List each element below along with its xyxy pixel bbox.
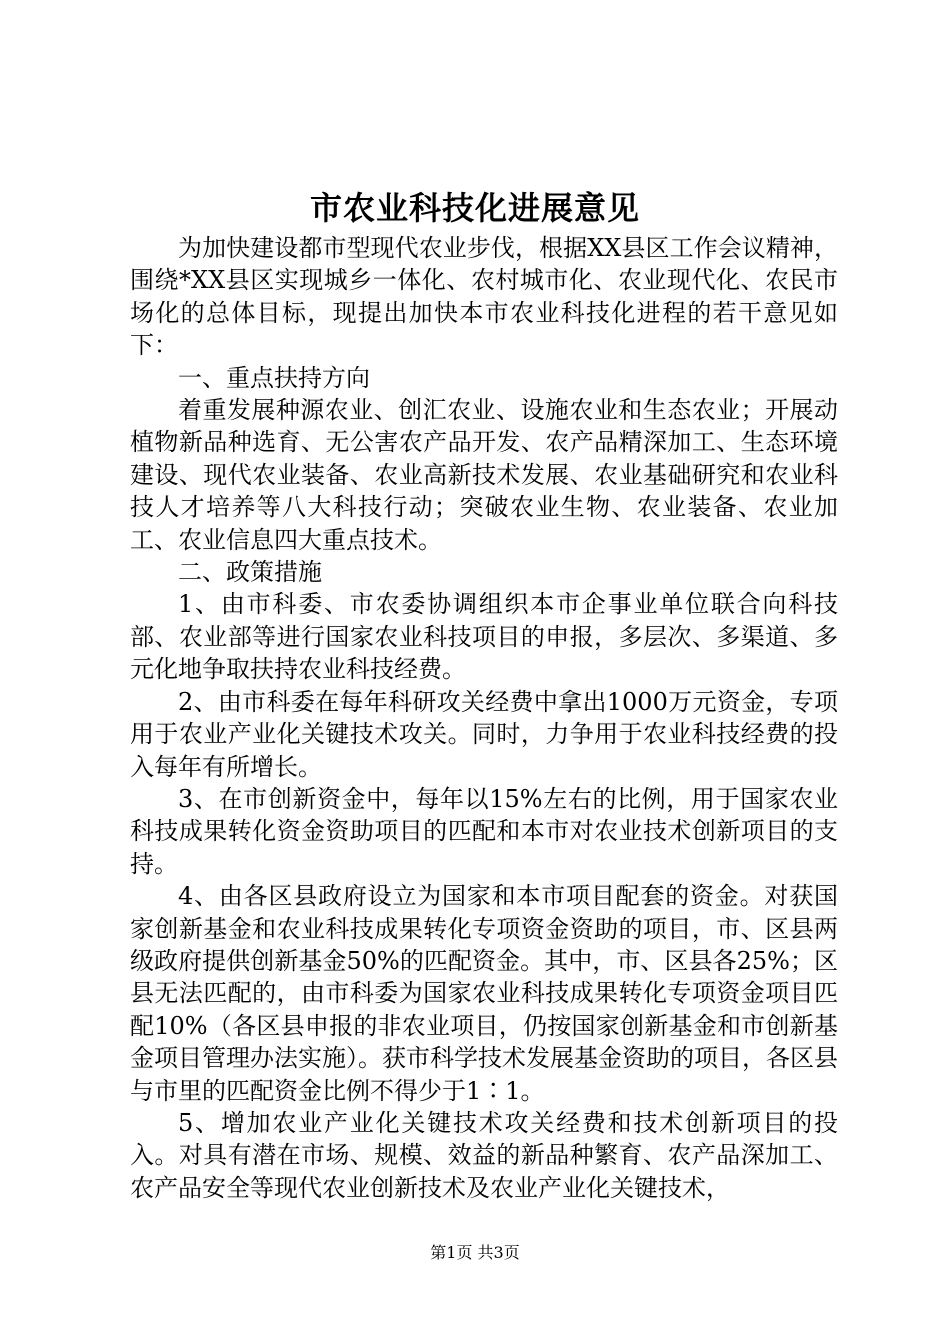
paragraph-policy-5: 5、增加农业产业化关键技术攻关经费和技术创新项目的投入。对具有潜在市场、规模、效益的新品种繁育、农产品深加工、农产品安全等现代农业创新技术及农业产业化关键技术，: [130, 1108, 838, 1202]
paragraph-policy-4: 4、由各区县政府设立为国家和本市项目配套的资金。对获国家创新基金和农业科技成果转化专项资金资助的项目，市、区县两级政府提供创新基金50%的匹配资金。其中，市、区县各25%；区县无法匹配的，由市科委为国家农业科技成果转化专项资金项目匹配10%（各区县申报的非农业项目，仍按国家创新基金和市创新基金项目管理办法实施）。获市科学技术发展基金资助的项目，各区县与市里的匹配资金比例不得少于1∶1。: [130, 882, 838, 1105]
paragraph-focus: 着重发展种源农业、创汇农业、设施农业和生态农业；开展动植物新品种选育、无公害农产品开发、农产品精深加工、生态环境建设、现代农业装备、农业高新技术发展、农业基础研究和农业科技人才培养等八大科技行动；突破农业生物、农业装备、农业加工、农业信息四大重点技术。: [130, 396, 838, 554]
paragraph-policy-1: 1、由市科委、市农委协调组织本市企事业单位联合向科技部、农业部等进行国家农业科技项目的申报，多层次、多渠道、多元化地争取扶持农业科技经费。: [130, 590, 838, 684]
paragraph-intro: 为加快建设都市型现代农业步伐，根据XX县区工作会议精神，围绕*XX县区实现城乡一体化、农村城市化、农业现代化、农民市场化的总体目标，现提出加快本市农业科技化进程的若干意见如下：: [130, 234, 838, 360]
document-title: 市农业科技化进展意见: [309, 189, 640, 227]
section-heading-focus: 一、重点扶持方向: [178, 363, 370, 392]
paragraph-policy-3: 3、在市创新资金中，每年以15%左右的比例，用于国家农业科技成果转化资金资助项目的匹配和本市对农业技术创新项目的支持。: [130, 784, 838, 878]
paragraph-policy-2: 2、由市科委在每年科研攻关经费中拿出1000万元资金，专项用于农业产业化关键技术攻关。同时，力争用于农业科技经费的投入每年有所增长。: [130, 687, 838, 781]
document-body: [130, 232, 838, 1204]
page-footer: 第1页 共3页: [430, 1243, 520, 1262]
section-heading-policy: 二、政策措施: [178, 558, 322, 587]
